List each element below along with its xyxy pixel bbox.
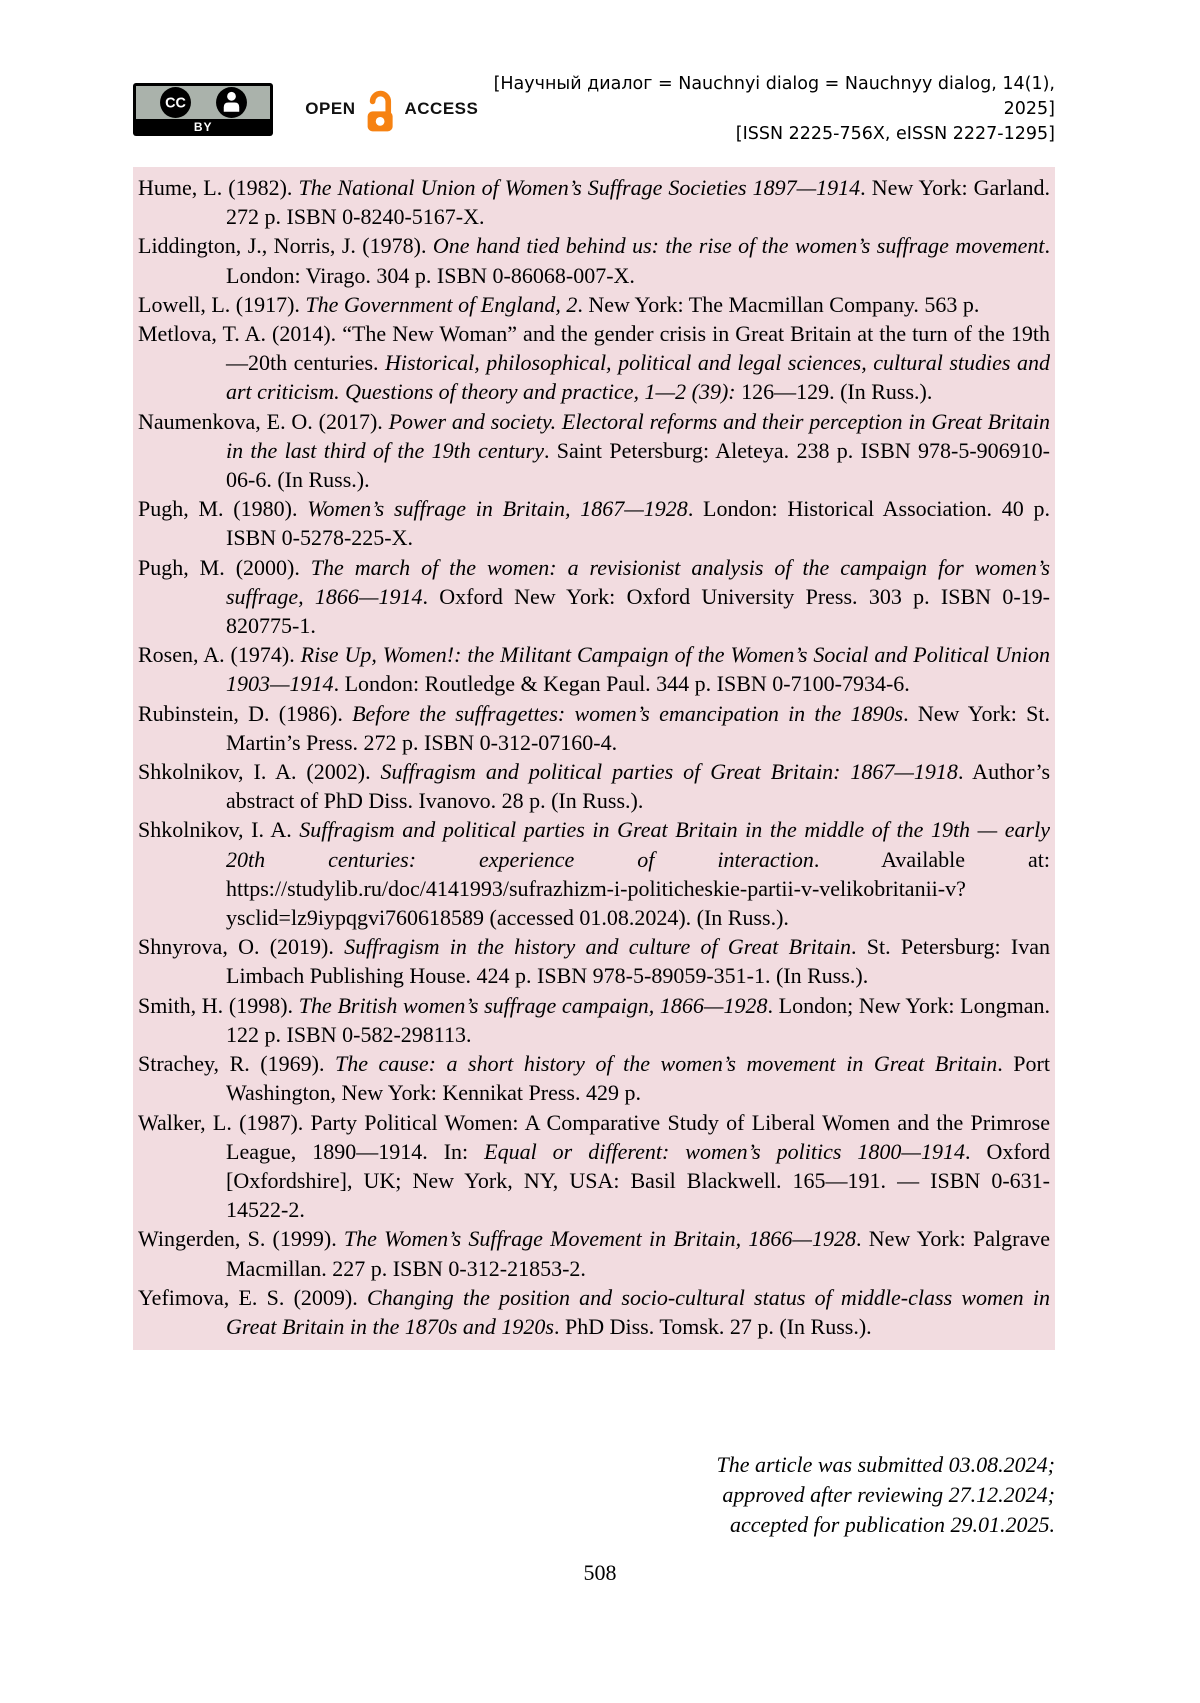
page-header	[133, 73, 1055, 144]
reference-title: One hand tied behind us: the rise of the women’s suffrage movement	[432, 233, 1045, 259]
reference-text: . London: Virago. 304 p. ISBN 0-86068-007-X.	[226, 233, 1050, 288]
submission-note	[133, 1450, 1055, 1540]
reference-title: Suffragism in the history and culture of Great Britain	[344, 934, 851, 960]
reference-entry	[138, 231, 1050, 289]
reference-entry	[138, 1108, 1050, 1225]
reference-text: . London; New York: Longman. 122 p. ISBN 0-582-298113.	[226, 992, 1050, 1047]
reference-text: Metlova, T. A. (2014). “The New Woman” and the gender crisis in Great Britain at the turn of the 19th—20th centuries.	[138, 321, 1050, 376]
reference-entry	[138, 407, 1050, 495]
reference-text: Rubinstein, D. (1986).	[138, 700, 353, 726]
open-lock-icon	[362, 85, 397, 134]
reference-entry	[138, 1283, 1050, 1341]
reference-title: The British women’s suffrage campaign, 1866—1928	[298, 992, 768, 1018]
reference-text: Walker, L. (1987). Party Political Women: A Comparative Study of Liberal Women and the Primrose League, 1890—1914. In:	[138, 1109, 1050, 1164]
journal-title-line: [Научный диалог = Nauchnyi dialog = Nauchnyy dialog, 14(1), 2025]	[493, 73, 1055, 119]
reference-text: Shnyrova, O. (2019).	[138, 934, 345, 960]
reference-title: The march of the women: a revisionist analysis of the campaign for women’s suffrage, 1866—1914	[226, 554, 1050, 609]
reference-text: Liddington, J., Norris, J. (1978).	[138, 233, 433, 259]
reference-entry	[138, 319, 1050, 407]
reference-text: . St. Petersburg: Ivan Limbach Publishing House. 424 p. ISBN 978-5-89059-351-1. (In Russ.).	[226, 934, 1050, 989]
reference-title: Suffragism and political parties of Great Britain: 1867—1918	[380, 759, 958, 785]
reference-title: The cause: a short history of the women’s movement in Great Britain	[335, 1051, 998, 1077]
reference-text: Rosen, A. (1974).	[138, 642, 301, 668]
open-access-word-open: OPEN	[305, 99, 356, 118]
reference-title: The Women’s Suffrage Movement in Britain, 1866—1928	[343, 1226, 856, 1252]
reference-entry	[138, 757, 1050, 815]
reference-text: . New York: Garland. 272 p. ISBN 0-8240-5167-X.	[226, 175, 1050, 230]
journal-issn-line: [ISSN 2225-756X, eISSN 2227-1295]	[735, 123, 1055, 144]
reference-text: Smith, H. (1998).	[138, 992, 299, 1018]
reference-entry	[138, 932, 1050, 990]
reference-text: 126—129. (In Russ.).	[735, 379, 933, 405]
open-access-word-access: ACCESS	[404, 99, 479, 118]
reference-title: Women’s suffrage in Britain, 1867—1928	[307, 496, 688, 522]
reference-entry	[138, 173, 1050, 231]
reference-title: Rise Up, Women!: the Militant Campaign of the Women’s Social and Political Union 1903—1914	[226, 642, 1050, 697]
reference-entry	[138, 290, 1050, 319]
cc-icon	[159, 86, 192, 119]
references-list	[133, 167, 1055, 1350]
reference-entry	[138, 991, 1050, 1049]
reference-title: Historical, philosophical, political and legal sciences, cultural studies and art criticism. Questions of theory and practice, 1—2 (39):	[226, 350, 1050, 405]
cc-badge-icons	[136, 86, 270, 119]
reference-text: Yefimova, E. S. (2009).	[138, 1284, 367, 1310]
reference-text: Wingerden, S. (1999).	[138, 1226, 344, 1252]
cc-by-label: BY	[136, 119, 270, 135]
reference-title: Power and society. Electoral reforms and their perception in Great Britain in the last third of the 19th century	[226, 408, 1051, 463]
open-access-logo	[305, 85, 478, 134]
reference-text: . Oxford New York: Oxford University Press. 303 p. ISBN 0-19-820775-1.	[226, 583, 1050, 639]
reference-entry	[138, 699, 1050, 757]
accepted-line: accepted for publication 29.01.2025.	[729, 1512, 1055, 1537]
reference-entry	[138, 640, 1050, 698]
journal-info	[478, 72, 1055, 147]
reference-text: Lowell, L. (1917).	[138, 291, 306, 317]
reference-text: Pugh, M. (1980).	[138, 496, 308, 522]
submitted-line: The article was submitted 03.08.2024;	[716, 1452, 1055, 1477]
reference-entry	[138, 494, 1050, 552]
reference-entry	[138, 1049, 1050, 1107]
reference-entry	[138, 553, 1050, 641]
page-number: 508	[583, 1560, 617, 1585]
reference-text: . Author’s abstract of PhD Diss. Ivanovo. 28 p. (In Russ.).	[226, 759, 1051, 814]
reference-text: Shkolnikov, I. A.	[138, 817, 300, 843]
reference-text: . London: Historical Association. 40 p. ISBN 0-5278-225-X.	[226, 496, 1051, 551]
reference-title: Changing the position and socio-cultural status of middle-class women in Great Britain in the 1870s and 1920s	[226, 1284, 1051, 1339]
attribution-person-icon	[215, 86, 248, 119]
reference-text: . Oxford [Oxfordshire], UK; New York, NY, USA: Basil Blackwell. 165—191. — ISBN 0-631-14522-2.	[226, 1138, 1050, 1223]
reference-text: . London: Routledge & Kegan Paul. 344 p. ISBN 0-7100-7934-6.	[333, 671, 910, 697]
reference-text: Hume, L. (1982).	[138, 175, 299, 200]
reference-title: The National Union of Women’s Suffrage Societies 1897—1914	[298, 175, 861, 200]
reference-title: Equal or different: women’s politics 1800—1914	[484, 1138, 965, 1164]
cc-by-license-badge[interactable]	[133, 83, 273, 136]
reference-text: . New York: The Macmillan Company. 563 p.	[577, 291, 980, 317]
reference-text: Shkolnikov, I. A. (2002).	[138, 759, 381, 785]
reference-text: . Available at: https://studylib.ru/doc/4141993/sufrazhizm-i-politicheskie-partii-v-velikobritanii-v?ysclid=lz9iypqgvi760618589 (accessed 01.08.2024). (In Russ.).	[226, 846, 1050, 931]
reference-entry	[138, 1224, 1050, 1282]
svg-text:CC: CC	[164, 95, 186, 112]
reference-text: . Port Washington, New York: Kennikat Press. 429 p.	[226, 1051, 1050, 1106]
reference-text: . New York: St. Martin’s Press. 272 p. ISBN 0-312-07160-4.	[226, 700, 1050, 755]
reference-entry	[138, 815, 1050, 932]
reference-title: The Government of England, 2	[305, 291, 578, 317]
reference-text: Naumenkova, E. O. (2017).	[138, 408, 389, 434]
reference-text: Pugh, M. (2000).	[138, 554, 311, 580]
reference-title: Before the suffragettes: women’s emancipation in the 1890s	[352, 700, 904, 726]
reference-text: . PhD Diss. Tomsk. 27 p. (In Russ.).	[553, 1313, 872, 1339]
reference-text: Strachey, R. (1969).	[138, 1051, 335, 1077]
reference-text: . Saint Petersburg: Aleteya. 238 p. ISBN 978-5-906910-06-6. (In Russ.).	[226, 437, 1050, 493]
reference-text: . New York: Palgrave Macmillan. 227 p. ISBN 0-312-21853-2.	[226, 1226, 1050, 1281]
reference-title: Suffragism and political parties in Great Britain in the middle of the 19th — early 20th centuries: experience of interaction	[226, 817, 1050, 872]
approved-line: approved after reviewing 27.12.2024;	[722, 1482, 1055, 1507]
